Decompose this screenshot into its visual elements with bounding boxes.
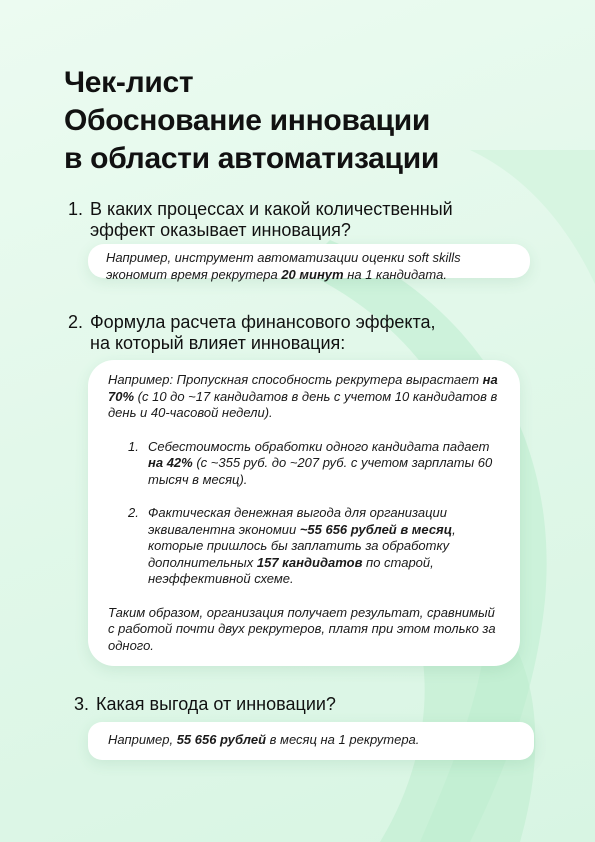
question-3-number: 3. [74, 694, 90, 714]
example-3-text-pre: Например, [108, 732, 177, 747]
title-line-1: Чек-лист [64, 66, 194, 99]
example-2-intro-highlight: на 70% [108, 372, 498, 404]
title-line-2: Обоснование инновации [64, 104, 431, 137]
example-3-text-post: в месяц на 1 рекрутера. [266, 732, 420, 747]
example-card-1 [88, 244, 530, 282]
question-1 [68, 199, 453, 241]
page-title [64, 64, 439, 178]
example-2-item-2-highlight-2: 157 кандидатов [256, 554, 363, 570]
example-2-item-2-number: 2. [128, 505, 139, 520]
question-1-line-1: В каких процессах и какой количественный [90, 199, 453, 219]
question-1-line-2: эффект оказывает инновация? [90, 220, 351, 240]
question-2-number: 2. [68, 312, 84, 332]
example-2-item-2-pre: Фактическая денежная выгода для организации эквивалентна экономии [148, 505, 447, 537]
example-1-text-post: на 1 кандидата. [343, 266, 447, 282]
example-card-3 [88, 722, 534, 760]
example-3-highlight: 55 656 рублей [176, 732, 267, 747]
example-2-intro-pre: Например: Пропускная способность рекрутера вырастает [108, 372, 483, 387]
example-2-item-2 [128, 505, 500, 588]
title-line-3: в области автоматизации [64, 142, 439, 175]
example-3-text [108, 732, 522, 749]
example-2-item-2-post: по старой, неэффективной схеме. [148, 554, 434, 586]
example-2-intro-post: (с 10 до ~17 кандидатов в день с учетом 10 кандидатов в день и 40-часовой недели). [108, 388, 498, 420]
question-2-line-2: на который влияет инновация: [90, 333, 346, 353]
question-3 [74, 694, 336, 715]
question-2-line-1: Формула расчета финансового эффекта, [90, 312, 436, 332]
example-2-item-2-mid: , которые пришлось бы заплатить за обработку дополнительных [148, 521, 456, 570]
example-1-text-pre: Например, инструмент автоматизации оценки soft skills экономит время рекрутера [106, 250, 461, 282]
example-2-item-1 [128, 439, 500, 489]
example-2-item-2-text [148, 505, 500, 588]
example-2-item-1-post: (с ~355 руб. до ~207 руб. с учетом зарплаты 60 тысяч в месяц). [148, 455, 493, 487]
question-1-number: 1. [68, 199, 84, 219]
example-2-item-1-number: 1. [128, 438, 139, 454]
example-2-item-1-text [148, 439, 500, 489]
example-2-conclusion: Таким образом, организация получает результат, сравнимый с работой почти двух рекрутеров, платя при этом только за одного. [108, 604, 496, 653]
example-1-highlight: 20 минут [281, 266, 344, 282]
example-1-text [106, 250, 518, 283]
example-2-item-1-highlight: на 42% [148, 455, 193, 470]
question-3-text: Какая выгода от инновации? [96, 694, 336, 714]
question-2 [68, 312, 436, 354]
example-2-item-1-pre: Себестоимость обработки одного кандидата падает [148, 438, 490, 454]
example-card-2 [88, 360, 520, 666]
example-2-intro [108, 372, 500, 422]
example-2-item-2-highlight: ~55 656 рублей в месяц [299, 521, 453, 537]
